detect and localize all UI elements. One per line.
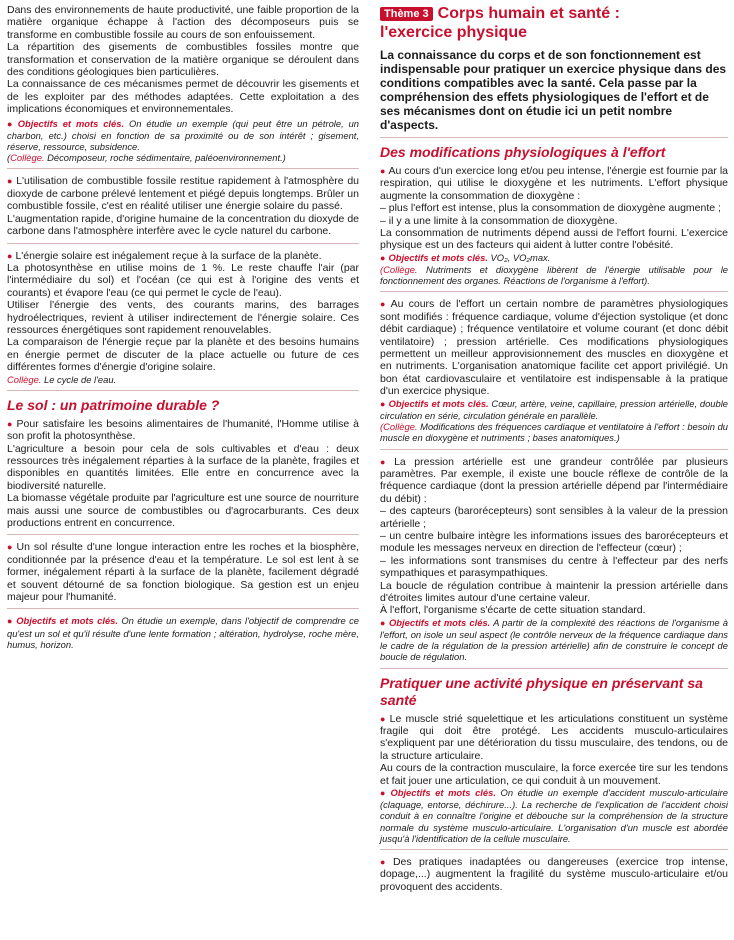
list-item: – plus l'effort est intense, plus la consommation de dioxygène augmente ; bbox=[380, 202, 721, 215]
bullet-paragraph: ● Au cours de l'effort un certain nombre de paramètres physiologiques sont modifiés : fréquence cardiaque, volume d'éjection systolique (et donc débit cardiaque) ; fréquence ventilatoire et volume courant (et donc débit ventilatoire) ; pression artérielle. Ces modifications physiologiques permettent un meilleur approvisionnement des muscles en dioxygène et en nutriments. L'organisation anatomique facilite cet apport privilégié. Un bon état cardiovasculaire et ventilatoire est indispensable à la pratique d'un exercice physique. bbox=[380, 298, 728, 397]
college-text: Nutriments et dioxygène libèrent de l'énergie utilisable pour le fonctionnement des organes. Réactions de l'organisme à l'effort). bbox=[380, 264, 728, 287]
paragraph: La connaissance de ces mécanismes permet de découvrir les gisements et de les exploiter par des méthodes adaptées. Cette exploitation a des implications économiques et environnementales. bbox=[7, 78, 359, 116]
objectives-text: A partir de la complexité des réactions de l'organisme à l'effort, on isole un seul aspect (le contrôle nerveux de la fréquence cardiaque dans le cadre de la régulation de la pression artérielle) afin de construire le concept de boucle de régulation. bbox=[380, 616, 728, 663]
college-note: (Collège. Décomposeur, roche sédimentaire, paléoenvironnement.) bbox=[7, 152, 286, 164]
separator bbox=[7, 168, 359, 169]
paragraph: La biomasse végétale produite par l'agriculture est une source de nourriture mais aussi une source de combustibles ou d'agrocarburants. Ces deux productions entrent en concurrence. bbox=[7, 492, 359, 530]
paragraph: La consommation de nutriments dépend aussi de l'effort fourni. L'exercice physique est un des facteurs qui aident à lutter contre l'obésité. bbox=[380, 227, 728, 252]
college-note bbox=[380, 264, 728, 286]
college-note bbox=[380, 421, 728, 443]
objectives-text: Cœur, artère, veine, capillaire, pression artérielle, double circulation en série, circulation générale en parallèle. bbox=[380, 397, 729, 421]
objectives-label: Objectifs et mots clés. bbox=[390, 787, 496, 799]
bullet-paragraph: ● La pression artérielle est une grandeur contrôlée par plusieurs paramètres. Par exemple, il existe une boucle réflexe de contrôle de la fréquence cardiaque (dont la pression artérielle dépend par l'intermédiaire du débit) : bbox=[380, 456, 728, 506]
paragraph: L'agriculture a besoin pour cela de sols cultivables et d'eau : deux ressources très inégalement réparties à la surface de la planète, fragiles et disponibles en quantités limitées. Elle entre en concurrence avec la biodiversité naturelle. bbox=[7, 442, 359, 492]
separator bbox=[380, 291, 728, 292]
college-text: Le cycle de l'eau. bbox=[41, 373, 117, 385]
theme-subtitle: l'exercice physique bbox=[380, 24, 527, 41]
objectives-note bbox=[380, 787, 728, 844]
theme-title: Corps humain et santé : bbox=[437, 5, 620, 22]
objectives-note bbox=[380, 252, 728, 264]
right-column bbox=[380, 4, 728, 893]
paragraph: Au cours de la contraction musculaire, la force exercée tire sur les tendons et fait jouer une articulation, ce qui conduit à un mouvement. bbox=[380, 762, 728, 787]
paragraph: La boucle de régulation contribue à maintenir la pression artérielle dans d'étroites limites autour d'une certaine valeur. bbox=[380, 579, 728, 604]
college-label: Collège. bbox=[7, 373, 42, 385]
objectives-note bbox=[7, 118, 359, 153]
theme-badge: Thème 3 bbox=[380, 7, 433, 21]
bullet-paragraph: ● Pour satisfaire les besoins alimentaires de l'humanité, l'Homme utilise à son profit la photosynthèse. bbox=[7, 418, 359, 443]
intro-paragraph: La connaissance du corps et de son fonctionnement est indispensable pour pratiquer un exercice physique dans des conditions compatibles avec la santé. Cela passe par la compréhension des effets physiologiques de l'effort et de ses mécanismes dont on étudie ici un petit nombre d'aspects. bbox=[380, 48, 727, 132]
list-item: – un centre bulbaire intègre les informations issues des barorécepteurs et module les messages nerveux en direction de l'effecteur (cœur) ; bbox=[380, 529, 728, 555]
separator bbox=[380, 849, 728, 850]
objectives-label: Objectifs et mots clés. bbox=[388, 251, 488, 263]
left-column bbox=[7, 4, 359, 650]
separator bbox=[7, 608, 359, 609]
separator bbox=[7, 534, 359, 535]
list-item: – il y a une limite à la consommation de dioxygène. bbox=[380, 214, 618, 227]
objectives-text: VO₂, VO₂max. bbox=[487, 251, 551, 263]
objectives-text: On étudie un exemple (qui peut être un pétrole, un charbon, etc.) choisi en fonction de sa proximité ou de son intérêt ; gisement, réserve, ressource, subsidence. bbox=[7, 117, 359, 153]
paragraph: L'augmentation rapide, d'origine humaine de la concentration du dioxyde de carbone dans l'atmosphère interfère avec le cycle naturel du carbone. bbox=[7, 212, 359, 238]
section-heading-sol: Le sol : un patrimoine durable ? bbox=[7, 396, 220, 413]
objectives-note bbox=[380, 617, 728, 663]
separator bbox=[380, 449, 728, 450]
objectives-note bbox=[380, 398, 728, 421]
objectives-label: Objectifs et mots clés. bbox=[16, 615, 118, 627]
objectives-text: On étudie un exemple d'accident musculo-articulaire (claquage, entorse, déchirure...). La recherche de l'explication de l'accident choisi conduit à en connaître l'origine et débouche sur la compréhension de la structure normale du système musculo-articulaire. L'organisation d'un muscle est abordée jusqu'à l'identification de la cellule musculaire. bbox=[380, 787, 729, 844]
list-item: – les informations sont transmises du centre à l'effecteur par des nerfs sympathiques et parasympathiques. bbox=[380, 554, 728, 580]
bullet-paragraph: ● Un sol résulte d'une longue interaction entre les roches et la biosphère, conditionnée par la présence d'eau et la température. Le sol est lent à se former, inégalement réparti à la surface de la planète, facilement dégradé et souvent détourné de sa fonction biologique. Sa gestion est un enjeu majeur pour l'humanité. bbox=[7, 541, 359, 603]
bullet-paragraph: ● Le muscle strié squelettique et les articulations constituent un système fragile qui doit être protégé. Les accidents musculo-articulaires s'expliquent par une détérioration du tissu musculaire, des tendons, ou de la structure articulaire. bbox=[380, 713, 728, 763]
objectives-note bbox=[7, 615, 359, 650]
bullet-paragraph: ● L'énergie solaire est inégalement reçue à la surface de la planète. bbox=[7, 250, 359, 262]
college-text: Décomposeur, roche sédimentaire, paléoenvironnement.) bbox=[44, 152, 286, 164]
bullet-paragraph: ● Des pratiques inadaptées ou dangereuses (exercice trop intense, dopage,...) augmentent la fragilité du système musculo-articulaire et/ou provoquent des accidents. bbox=[380, 856, 728, 893]
college-note bbox=[7, 374, 359, 385]
paragraph: Utiliser l'énergie des vents, des courants marins, des barrages hydroélectriques, revient à utiliser indirectement de l'énergie solaire. Ces ressources énergétiques sont rapidement renouvelables. bbox=[7, 299, 359, 336]
objectives-label: Objectifs et mots clés. bbox=[389, 616, 491, 628]
college-label: (Collège. bbox=[380, 421, 418, 433]
theme-header bbox=[380, 4, 728, 23]
college-label: Collège. bbox=[10, 152, 45, 164]
objectives-label: Objectifs et mots clés. bbox=[388, 397, 489, 409]
separator bbox=[380, 668, 728, 669]
paragraph: La photosynthèse en utilise moins de 1 %. Le reste chauffe l'air (par l'intermédiaire du sol) et l'océan (ce qui est à l'origine des vents et courants) et évapore l'eau (ce qui permet le cycle de l'eau). bbox=[7, 261, 359, 299]
list-item: – des capteurs (barorécepteurs) sont sensibles à la valeur de la pression artérielle ; bbox=[380, 505, 728, 530]
section-heading-modifications: Des modifications physiologiques à l'effort bbox=[380, 144, 666, 160]
separator bbox=[380, 137, 728, 138]
paragraph: À l'effort, l'organisme s'écarte de cette situation standard. bbox=[380, 604, 646, 617]
section-heading-pratiquer: Pratiquer une activité physique en préservant sa santé bbox=[380, 674, 703, 708]
paragraph: Dans des environnements de haute productivité, une faible proportion de la matière organique échappe à l'action des décomposeurs puis se transforme en combustible fossile au cours de son enfouissement. bbox=[7, 4, 359, 41]
college-text: Modifications des fréquences cardiaque et ventilatoire à l'effort : besoin du muscle en dioxygène et nutriments ; bases anatomiques.) bbox=[380, 421, 728, 444]
separator bbox=[7, 390, 359, 391]
objectives-text: On étudie un exemple, dans l'objectif de comprendre ce qu'est un sol et qu'il résulte d'une lente formation ; altération, hydrolyse, roche mère, humus, horizon. bbox=[7, 615, 359, 650]
paragraph: La comparaison de l'énergie reçue par la planète et des besoins humains en énergie permet de discuter de la place actuelle ou future de ces différentes formes d'énergie d'origine solaire. bbox=[7, 336, 359, 374]
college-label: (Collège. bbox=[380, 264, 418, 276]
bullet-paragraph: ● Au cours d'un exercice long et/ou peu intense, l'énergie est fournie par la respiration, qui utilise le dioxygène et les nutriments. L'effort physique augmente la consommation de dioxygène : bbox=[380, 165, 728, 202]
bullet-paragraph: ● L'utilisation de combustible fossile restitue rapidement à l'atmosphère du dioxyde de carbone prélevé lentement et piégé depuis longtemps. Brûler un combustible fossile, c'est en réalité utiliser une énergie solaire du passé. bbox=[7, 175, 359, 212]
separator bbox=[7, 243, 359, 244]
paragraph: La répartition des gisements de combustibles fossiles montre que transformation et conservation de la matière organique se déroulent dans des conditions géologiques bien particulières. bbox=[7, 41, 359, 79]
objectives-label: Objectifs et mots clés. bbox=[17, 117, 125, 129]
